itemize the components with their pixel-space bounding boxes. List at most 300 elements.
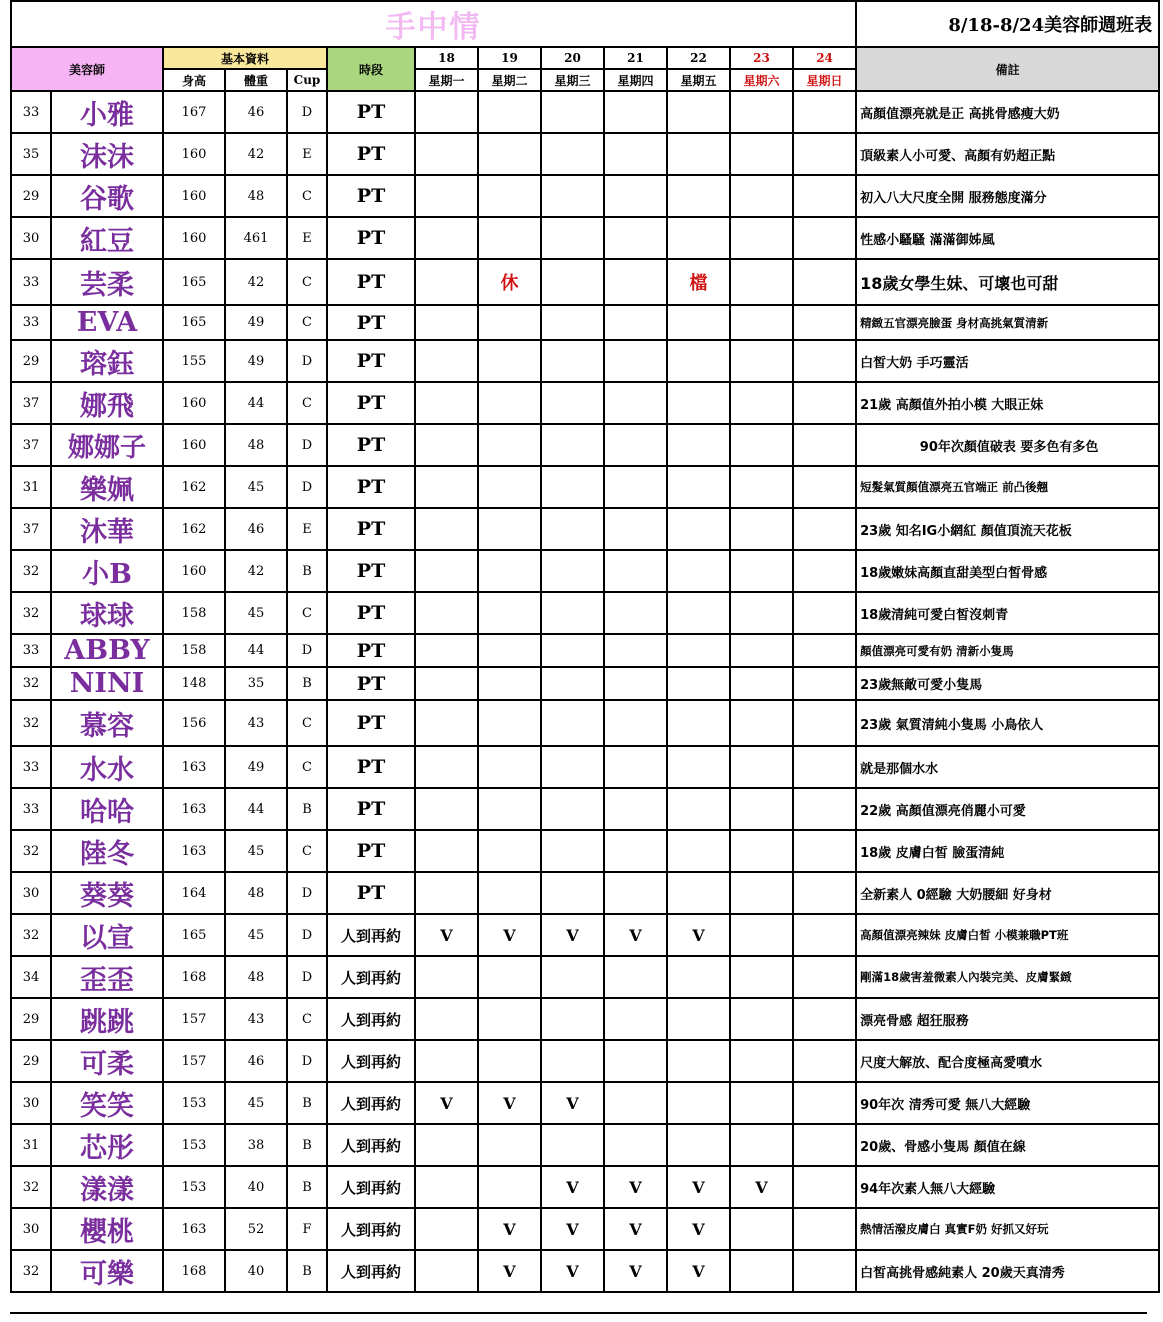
beautician-name: 沫沫 — [51, 133, 163, 175]
beautician-name: 可樂 — [51, 1250, 163, 1292]
day-cell — [478, 872, 541, 914]
day-cell: V — [604, 1166, 667, 1208]
remark-cell: 21歲 高顏值外拍小模 大眼正妹 — [856, 382, 1159, 424]
day-cell — [541, 998, 604, 1040]
age-cell: 33 — [11, 788, 51, 830]
cup-cell: D — [287, 956, 327, 998]
day-cell: V — [541, 1250, 604, 1292]
age-cell: 32 — [11, 1250, 51, 1292]
day-cell — [415, 592, 478, 634]
day-cell: V — [667, 1208, 730, 1250]
weight-cell: 46 — [225, 1040, 287, 1082]
weight-cell: 40 — [225, 1250, 287, 1292]
height-cell: 153 — [163, 1124, 225, 1166]
weight-cell: 44 — [225, 634, 287, 667]
day-cell — [667, 305, 730, 340]
height-cell: 168 — [163, 956, 225, 998]
day-cell — [793, 175, 856, 217]
schedule-table — [10, 0, 1160, 1293]
cup-cell: D — [287, 872, 327, 914]
day-cell — [793, 550, 856, 592]
table-row — [11, 592, 1159, 634]
day-cell — [793, 700, 856, 746]
day-cell — [730, 1082, 793, 1124]
day-cell — [478, 91, 541, 133]
weight-cell: 49 — [225, 305, 287, 340]
age-cell: 35 — [11, 133, 51, 175]
age-cell: 29 — [11, 175, 51, 217]
day-cell — [730, 592, 793, 634]
weight-cell: 42 — [225, 550, 287, 592]
remark-cell: 23歲無敵可愛小隻馬 — [856, 667, 1159, 700]
table-row — [11, 956, 1159, 998]
slot-cell: PT — [327, 508, 415, 550]
remark-cell: 尺度大解放、配合度極高愛噴水 — [856, 1040, 1159, 1082]
age-cell: 33 — [11, 305, 51, 340]
day-cell — [667, 830, 730, 872]
age-cell: 33 — [11, 91, 51, 133]
day-cell — [793, 508, 856, 550]
day-cell — [730, 550, 793, 592]
day-cell — [793, 382, 856, 424]
remark-cell: 94年次素人無八大經驗 — [856, 1166, 1159, 1208]
day-cell — [541, 1124, 604, 1166]
day-cell — [478, 175, 541, 217]
beautician-name: 樂姵 — [51, 466, 163, 508]
day-cell — [793, 956, 856, 998]
slot-cell: PT — [327, 746, 415, 788]
header-date: 21 — [604, 47, 667, 69]
day-cell — [478, 1124, 541, 1166]
height-cell: 155 — [163, 340, 225, 382]
day-cell — [541, 340, 604, 382]
day-cell — [730, 1124, 793, 1166]
remark-cell: 23歲 知名IG小網紅 顏值頂流天花板 — [856, 508, 1159, 550]
day-cell — [667, 1040, 730, 1082]
weight-cell: 35 — [225, 667, 287, 700]
day-cell — [667, 667, 730, 700]
day-cell — [604, 634, 667, 667]
header-date: 22 — [667, 47, 730, 69]
weight-cell: 45 — [225, 592, 287, 634]
day-cell — [478, 1166, 541, 1208]
day-cell — [793, 466, 856, 508]
day-cell: 檔 — [667, 259, 730, 305]
day-cell — [730, 667, 793, 700]
height-cell: 160 — [163, 424, 225, 466]
weight-cell: 49 — [225, 340, 287, 382]
day-cell — [667, 217, 730, 259]
age-cell: 32 — [11, 700, 51, 746]
day-cell — [541, 424, 604, 466]
slot-cell: 人到再約 — [327, 1124, 415, 1166]
day-cell — [604, 508, 667, 550]
slot-cell: 人到再約 — [327, 1208, 415, 1250]
day-cell: V — [541, 1166, 604, 1208]
remark-cell: 90年次 清秀可愛 無八大經驗 — [856, 1082, 1159, 1124]
day-cell — [667, 424, 730, 466]
day-cell — [415, 746, 478, 788]
table-row — [11, 217, 1159, 259]
day-cell — [730, 305, 793, 340]
remark-cell: 高顏值漂亮辣妹 皮膚白皙 小模兼職PT班 — [856, 914, 1159, 956]
day-cell — [478, 424, 541, 466]
day-cell — [541, 956, 604, 998]
table-row — [11, 998, 1159, 1040]
cup-cell: B — [287, 1082, 327, 1124]
header-weekday: 星期三 — [541, 69, 604, 91]
beautician-name: 陸冬 — [51, 830, 163, 872]
day-cell — [667, 382, 730, 424]
beautician-name: 歪歪 — [51, 956, 163, 998]
day-cell — [541, 788, 604, 830]
day-cell — [415, 217, 478, 259]
day-cell — [415, 1250, 478, 1292]
height-cell: 167 — [163, 91, 225, 133]
height-cell: 160 — [163, 550, 225, 592]
remark-cell: 18歲女學生妹、可壞也可甜 — [856, 259, 1159, 305]
age-cell: 33 — [11, 746, 51, 788]
beautician-name: 瑢鈺 — [51, 340, 163, 382]
weight-cell: 49 — [225, 746, 287, 788]
day-cell — [415, 466, 478, 508]
height-cell: 163 — [163, 746, 225, 788]
day-cell — [415, 1208, 478, 1250]
slot-cell: 人到再約 — [327, 1250, 415, 1292]
day-cell — [541, 634, 604, 667]
slot-cell: PT — [327, 382, 415, 424]
cup-cell: C — [287, 305, 327, 340]
day-cell — [604, 91, 667, 133]
age-cell: 32 — [11, 1166, 51, 1208]
cup-cell: C — [287, 259, 327, 305]
day-cell — [793, 592, 856, 634]
table-row — [11, 634, 1159, 667]
slot-cell: PT — [327, 700, 415, 746]
day-cell — [478, 1040, 541, 1082]
day-cell — [730, 508, 793, 550]
cup-cell: C — [287, 592, 327, 634]
height-cell: 165 — [163, 914, 225, 956]
cup-cell: B — [287, 1124, 327, 1166]
slot-cell: PT — [327, 305, 415, 340]
remark-cell: 18歲嫩妹高顏直甜美型白皙骨感 — [856, 550, 1159, 592]
table-row — [11, 550, 1159, 592]
cup-cell: D — [287, 634, 327, 667]
brand-title: 手中情 — [11, 1, 856, 47]
day-cell — [478, 466, 541, 508]
height-cell: 158 — [163, 592, 225, 634]
day-cell — [415, 424, 478, 466]
beautician-name: 芸柔 — [51, 259, 163, 305]
day-cell — [730, 217, 793, 259]
remark-cell: 白皙大奶 手巧靈活 — [856, 340, 1159, 382]
cup-cell: C — [287, 998, 327, 1040]
day-cell — [604, 700, 667, 746]
age-cell: 37 — [11, 424, 51, 466]
weight-cell: 42 — [225, 133, 287, 175]
weight-cell: 48 — [225, 956, 287, 998]
day-cell — [478, 305, 541, 340]
weight-cell: 44 — [225, 382, 287, 424]
age-cell: 32 — [11, 592, 51, 634]
remark-cell: 90年次顏值破表 要多色有多色 — [856, 424, 1159, 466]
slot-cell: 人到再約 — [327, 956, 415, 998]
slot-cell: PT — [327, 340, 415, 382]
height-cell: 156 — [163, 700, 225, 746]
weight-cell: 48 — [225, 872, 287, 914]
day-cell — [541, 830, 604, 872]
header-date: 24 — [793, 47, 856, 69]
age-cell: 32 — [11, 830, 51, 872]
remark-cell: 性感小騷騷 滿滿御姊風 — [856, 217, 1159, 259]
day-cell — [730, 914, 793, 956]
age-cell: 30 — [11, 1082, 51, 1124]
day-cell — [415, 340, 478, 382]
day-cell: V — [667, 1166, 730, 1208]
table-row — [11, 259, 1159, 305]
height-cell: 153 — [163, 1082, 225, 1124]
remark-cell: 頂級素人小可愛、高顏有奶超正點 — [856, 133, 1159, 175]
day-cell — [730, 830, 793, 872]
beautician-name: 小雅 — [51, 91, 163, 133]
slot-cell: PT — [327, 466, 415, 508]
day-cell — [415, 667, 478, 700]
day-cell — [793, 1124, 856, 1166]
header-date: 19 — [478, 47, 541, 69]
day-cell — [415, 1166, 478, 1208]
day-cell — [415, 175, 478, 217]
beautician-name: 球球 — [51, 592, 163, 634]
day-cell — [730, 133, 793, 175]
day-cell — [604, 305, 667, 340]
slot-cell: PT — [327, 830, 415, 872]
age-cell: 37 — [11, 508, 51, 550]
beautician-name: 娜娜子 — [51, 424, 163, 466]
beautician-name: ABBY — [51, 634, 163, 667]
day-cell: V — [415, 1082, 478, 1124]
day-cell — [730, 998, 793, 1040]
day-cell — [478, 634, 541, 667]
slot-cell: PT — [327, 91, 415, 133]
weight-cell: 43 — [225, 700, 287, 746]
header-slot: 時段 — [327, 47, 415, 91]
slot-cell: PT — [327, 634, 415, 667]
beautician-name: NINI — [51, 667, 163, 700]
day-cell — [415, 259, 478, 305]
day-cell: V — [541, 1082, 604, 1124]
schedule-period: 8/18-8/24美容師週班表 — [856, 1, 1159, 47]
day-cell — [415, 305, 478, 340]
cup-cell: B — [287, 550, 327, 592]
slot-cell: PT — [327, 550, 415, 592]
age-cell: 33 — [11, 259, 51, 305]
slot-cell: 人到再約 — [327, 1040, 415, 1082]
beautician-name: 水水 — [51, 746, 163, 788]
day-cell — [415, 1040, 478, 1082]
day-cell: V — [478, 1082, 541, 1124]
day-cell — [478, 508, 541, 550]
table-row — [11, 830, 1159, 872]
day-cell — [667, 91, 730, 133]
age-cell: 32 — [11, 667, 51, 700]
cup-cell: F — [287, 1208, 327, 1250]
table-row — [11, 667, 1159, 700]
weight-cell: 461 — [225, 217, 287, 259]
header-weekday: 星期四 — [604, 69, 667, 91]
day-cell — [541, 382, 604, 424]
cup-cell: D — [287, 340, 327, 382]
beautician-name: 可柔 — [51, 1040, 163, 1082]
day-cell — [730, 466, 793, 508]
day-cell — [793, 1166, 856, 1208]
age-cell: 30 — [11, 872, 51, 914]
day-cell — [667, 508, 730, 550]
day-cell — [793, 259, 856, 305]
header-cup: Cup — [287, 69, 327, 91]
day-cell — [415, 998, 478, 1040]
day-cell — [604, 340, 667, 382]
cup-cell: C — [287, 175, 327, 217]
slot-cell: PT — [327, 259, 415, 305]
day-cell — [604, 259, 667, 305]
day-cell — [415, 133, 478, 175]
slot-cell: 人到再約 — [327, 1082, 415, 1124]
day-cell — [604, 956, 667, 998]
day-cell: V — [604, 1208, 667, 1250]
age-cell: 30 — [11, 217, 51, 259]
day-cell — [730, 956, 793, 998]
weight-cell: 44 — [225, 788, 287, 830]
day-cell — [604, 217, 667, 259]
day-cell — [667, 340, 730, 382]
day-cell — [667, 634, 730, 667]
height-cell: 153 — [163, 1166, 225, 1208]
height-cell: 163 — [163, 788, 225, 830]
day-cell — [541, 700, 604, 746]
cup-cell: D — [287, 466, 327, 508]
cup-cell: B — [287, 667, 327, 700]
height-cell: 160 — [163, 175, 225, 217]
table-row — [11, 1166, 1159, 1208]
day-cell — [478, 746, 541, 788]
beautician-name: 櫻桃 — [51, 1208, 163, 1250]
remark-cell: 18歲 皮膚白皙 臉蛋清純 — [856, 830, 1159, 872]
header-basic-info: 基本資料 — [163, 47, 327, 69]
day-cell — [541, 746, 604, 788]
day-cell — [541, 667, 604, 700]
table-row — [11, 872, 1159, 914]
age-cell: 29 — [11, 340, 51, 382]
cup-cell: E — [287, 133, 327, 175]
height-cell: 158 — [163, 634, 225, 667]
day-cell — [793, 1082, 856, 1124]
height-cell: 160 — [163, 133, 225, 175]
slot-cell: PT — [327, 592, 415, 634]
height-cell: 165 — [163, 305, 225, 340]
weight-cell: 45 — [225, 914, 287, 956]
weight-cell: 46 — [225, 508, 287, 550]
day-cell — [730, 1250, 793, 1292]
height-cell: 163 — [163, 830, 225, 872]
slot-cell: PT — [327, 667, 415, 700]
remark-cell: 23歲 氣質清純小隻馬 小鳥依人 — [856, 700, 1159, 746]
day-cell — [604, 592, 667, 634]
weight-cell: 45 — [225, 830, 287, 872]
day-cell — [730, 91, 793, 133]
age-cell: 31 — [11, 466, 51, 508]
day-cell — [604, 382, 667, 424]
cup-cell: E — [287, 217, 327, 259]
day-cell — [541, 466, 604, 508]
cup-cell: D — [287, 424, 327, 466]
day-cell — [478, 956, 541, 998]
table-row — [11, 746, 1159, 788]
day-cell — [604, 1124, 667, 1166]
day-cell — [793, 1208, 856, 1250]
day-cell — [604, 998, 667, 1040]
header-weight: 體重 — [225, 69, 287, 91]
remark-cell: 20歲、骨感小隻馬 顏值在線 — [856, 1124, 1159, 1166]
day-cell — [793, 1250, 856, 1292]
slot-cell: PT — [327, 872, 415, 914]
day-cell — [604, 175, 667, 217]
day-cell — [541, 872, 604, 914]
day-cell — [793, 872, 856, 914]
remark-cell: 就是那個水水 — [856, 746, 1159, 788]
day-cell — [541, 1040, 604, 1082]
height-cell: 162 — [163, 508, 225, 550]
day-cell — [415, 91, 478, 133]
age-cell: 32 — [11, 550, 51, 592]
table-bottom-border — [10, 1312, 1147, 1314]
height-cell: 164 — [163, 872, 225, 914]
slot-cell: PT — [327, 133, 415, 175]
weight-cell: 38 — [225, 1124, 287, 1166]
cup-cell: E — [287, 508, 327, 550]
day-cell — [667, 788, 730, 830]
day-cell — [604, 667, 667, 700]
age-cell: 29 — [11, 998, 51, 1040]
height-cell: 168 — [163, 1250, 225, 1292]
day-cell — [793, 217, 856, 259]
beautician-name: 沐華 — [51, 508, 163, 550]
day-cell — [667, 956, 730, 998]
cup-cell: B — [287, 1250, 327, 1292]
day-cell — [478, 550, 541, 592]
table-row — [11, 466, 1159, 508]
day-cell — [793, 1040, 856, 1082]
day-cell — [793, 634, 856, 667]
weight-cell: 48 — [225, 424, 287, 466]
day-cell — [667, 175, 730, 217]
day-cell — [478, 592, 541, 634]
day-cell — [667, 550, 730, 592]
cup-cell: D — [287, 1040, 327, 1082]
day-cell — [730, 1040, 793, 1082]
beautician-name: EVA — [51, 305, 163, 340]
table-row — [11, 508, 1159, 550]
day-cell — [541, 305, 604, 340]
day-cell: V — [604, 1250, 667, 1292]
day-cell — [478, 217, 541, 259]
beautician-name: 慕容 — [51, 700, 163, 746]
day-cell — [415, 956, 478, 998]
table-row — [11, 788, 1159, 830]
remark-cell: 短髮氣質顏值漂亮五官端正 前凸後翹 — [856, 466, 1159, 508]
day-cell — [415, 382, 478, 424]
day-cell — [415, 788, 478, 830]
